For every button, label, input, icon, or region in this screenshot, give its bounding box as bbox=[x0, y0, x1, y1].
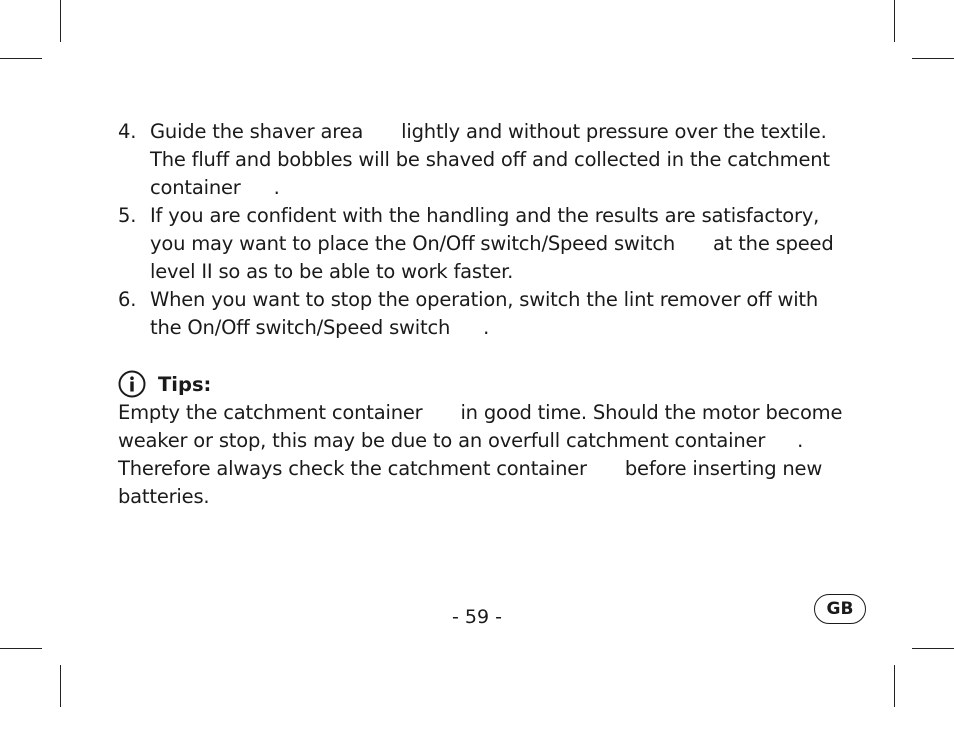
step-text-part: If you are confident with the handling and the results are satisfactory, you may want to place the On/Off switch/Speed switch bbox=[150, 204, 820, 255]
step-number: 5. bbox=[118, 204, 137, 227]
step-6 bbox=[118, 286, 848, 342]
step-text bbox=[150, 202, 848, 286]
tips-text bbox=[118, 399, 848, 511]
step-text-part: When you want to stop the operation, switch the lint remover off with the On/Off switch/Speed switch bbox=[150, 288, 819, 339]
step-text-part: lightly and without pressure over the textile. The fluff and bobbles will be shaved off and collected in the catchment container bbox=[150, 120, 830, 199]
step-text bbox=[150, 118, 848, 202]
crop-mark bbox=[912, 58, 954, 59]
crop-mark bbox=[60, 0, 61, 42]
tips-text-part: in good time. Should the motor become weaker or stop, this may be due to an overfull catchment container bbox=[118, 401, 843, 452]
page-number: - 59 - bbox=[452, 606, 502, 628]
crop-mark bbox=[912, 648, 954, 649]
crop-mark bbox=[60, 665, 61, 707]
step-text-part: at the speed level II so as to be able to work faster. bbox=[150, 232, 834, 283]
step-4 bbox=[118, 118, 848, 202]
crop-mark bbox=[894, 665, 895, 707]
step-text-part: . bbox=[483, 316, 490, 339]
crop-mark bbox=[0, 58, 42, 59]
step-number: 4. bbox=[118, 120, 137, 143]
step-5 bbox=[118, 202, 848, 286]
tips-text-part: before inserting new batteries. bbox=[118, 457, 823, 508]
crop-mark bbox=[894, 0, 895, 42]
tips-heading bbox=[118, 368, 211, 400]
step-text-part: . bbox=[273, 176, 280, 199]
tips-text-part: . Therefore always check the catchment container bbox=[118, 429, 804, 480]
step-text-part: Guide the shaver area bbox=[150, 120, 364, 143]
crop-mark bbox=[0, 648, 42, 649]
instruction-steps bbox=[118, 118, 848, 342]
step-number: 6. bbox=[118, 288, 137, 311]
tips-text-part: Empty the catchment container bbox=[118, 401, 423, 424]
info-icon bbox=[118, 370, 146, 398]
tips-label: Tips: bbox=[158, 372, 212, 396]
language-badge: GB bbox=[814, 594, 866, 624]
step-text bbox=[150, 286, 848, 342]
